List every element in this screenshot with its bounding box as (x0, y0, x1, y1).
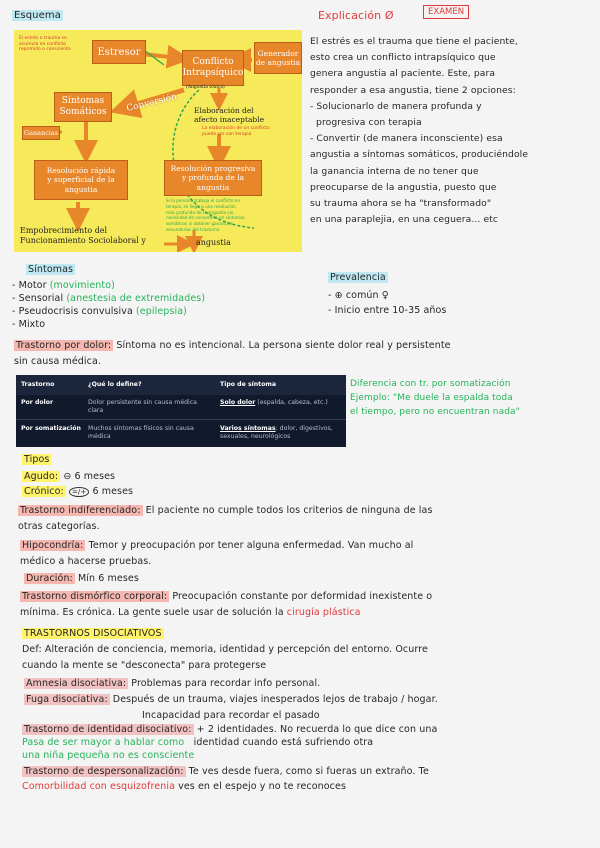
sintomas-list (12, 279, 205, 331)
resolucion-rapida-box: Resolución rápida y superficial de la angustia (34, 160, 128, 200)
resolucion-progresiva-box: Resolución progresiva y profunda de la angustia (164, 160, 262, 196)
esquema-heading (12, 8, 63, 24)
table-header: ¿Qué lo define? (88, 381, 142, 388)
comparison-table (16, 375, 346, 447)
estresor-box: Estresor (92, 40, 146, 64)
table-row-def: Muchos síntomas físicos sin causa médica (88, 425, 194, 440)
tipo-agudo: Agudo: ⊖ 6 meses (24, 471, 116, 482)
sintoma-item: - Motor (movimiento) (12, 280, 115, 291)
table-row-name: Por somatización (21, 425, 81, 432)
table-header: Tipo de síntoma (220, 381, 276, 388)
explicacion-label: Explicación (318, 9, 382, 22)
conflicto-box: Conflicto Intrapsíquico (182, 50, 244, 86)
diferencia-note: Diferencia con tr. por somatización Ejemplo: "Me duele la espalda toda el tiempo, pero no encuentran nada" (350, 379, 520, 417)
fuga-term: Fuga disociativa: (26, 694, 108, 705)
hipocondria-term: Hipocondría: (22, 540, 84, 551)
trastorno-dolor-term: Trastorno por dolor: (16, 340, 112, 351)
indiferenciado-term: Trastorno indiferenciado: (20, 505, 141, 516)
sintoma-item: - Mixto (12, 319, 46, 330)
angustia-arrow-label: angustia (196, 238, 231, 247)
esquema-label: Esquema (14, 10, 61, 21)
tipos-list (22, 469, 133, 500)
table-row-tipo: Varios síntomas: dolor, digestivos, sexuales, neurológicos (220, 425, 333, 440)
dismorfico-term: Trastorno dismórfico corporal: (22, 591, 168, 602)
sintomas-box: Síntomas Somáticos (54, 92, 112, 122)
fuga-block: Fuga disociativa: Después de un trauma, viajes inesperados lejos de trabajo / hogar. Incapacidad para recordar el pasado (26, 694, 438, 721)
amnesia-block: Amnesia disociativa: Problemas para recordar info personal. (26, 678, 321, 689)
amnesia-term: Amnesia disociativa: (26, 678, 127, 689)
explanation-text: El estrés es el trauma que tiene el paciente, esto crea un conflicto intrapsíquico que genera angustia al paciente. Este, para responder a esa angustia, tiene 2 opciones: - Solucionarlo de manera profunda y progresiva con terapia - Convertir (de manera inconsciente) esa angustia a síntomas somáticos, produciéndole la ganancia interna de no tener que preocuparse de la angustia, puesto que su trauma ahora se ha "transformado" en una paraplejia, en una ceguera... etc (310, 36, 529, 226)
identidad-block: Trastorno de identidad disociativo: + 2 identidades. No recuerda lo que dice con una Pasa de ser mayor a hablar como identidad cuando está sufriendo otra una niña pequeña no es consciente (22, 724, 438, 761)
generador-box: Generador de angustia (254, 42, 302, 74)
table-header: Trastorno (21, 381, 55, 388)
ganancias-box: Ganancias (22, 126, 60, 140)
elaboracion-note: La elaboración de un conflicto puede ser con terapia (202, 126, 270, 137)
examen-tag (423, 5, 469, 19)
duracion-block: Duración: Mín 6 meses (26, 573, 139, 584)
empobrecimiento-text: Empobrecimiento del Funcionamiento Sociolaboral y (20, 226, 146, 245)
explicacion-heading (318, 8, 394, 24)
table-header-row (16, 375, 346, 395)
despersonalizacion-block: Trastorno de despersonalización: Te ves desde fuera, como si fueras un extraño. Te Comorbilidad con esquizofrenia ves en el espejo y no te reconoces (22, 766, 429, 792)
examen-label: EXAMEN (428, 7, 465, 17)
sintoma-item: - Sensorial (anestesia de extremidades) (12, 293, 206, 304)
cronico-symbol: =/+ (69, 487, 89, 497)
table-row-name: Por dolor (21, 399, 54, 406)
prevalencia-item: - ⊕ común ♀ (328, 290, 389, 301)
conversion-label: Conversión (125, 91, 178, 115)
sintoma-item: - Pseudocrisis convulsiva (epilepsia) (12, 306, 187, 317)
identidad-term: Trastorno de identidad disociativo: (24, 724, 192, 735)
tipo-cronico: Crónico: =/+ 6 meses (24, 486, 134, 497)
elaboracion-text: Elaboración del afecto inaceptable (194, 106, 265, 124)
disociativos-def: Def: Alteración de conciencia, memoria, identidad y percepción del entorno. Ocurre cuando la mente se "desconecta" para protegerse (22, 644, 428, 671)
prevalencia-list (328, 288, 447, 318)
indiferenciado-block: Trastorno indiferenciado: El paciente no cumple todos los criterios de ninguna de las otras categorías. (18, 505, 433, 532)
schema-note-top: El estrés o trauma se acumula en conflicto reprimido o consciente (19, 36, 71, 52)
dismorfico-block: Trastorno dismórfico corporal: Preocupación constante por deformidad inexistente o mínima. Es crónica. La gente suele usar de solución la cirugía plástica (20, 591, 433, 618)
disociativos-heading: TRASTORNOS DISOCIATIVOS (24, 628, 162, 639)
explicacion-symbol: Ø (384, 9, 394, 22)
hipocondria-block: Hipocondría: Temor y preocupación por tener alguna enfermedad. Van mucho al médico a hacerse pruebas. (20, 540, 414, 567)
conflicto-sub: (Angustia tóxica) (186, 85, 225, 90)
table-row-def: Dolor persistente sin causa médica clara (88, 399, 197, 414)
sintomas-heading: Síntomas (28, 264, 74, 275)
table-row-tipo: Solo dolor (espalda, cabeza, etc.) (220, 399, 328, 406)
table-divider (16, 419, 346, 420)
schema-diagram (14, 30, 302, 252)
prevalencia-item: - Inicio entre 10-35 años (328, 305, 447, 316)
duracion-term: Duración: (26, 573, 73, 584)
prevalencia-heading: Prevalencia (330, 272, 386, 283)
green-note: Si la persona trabaja el conflicto en terapia, se llega a una resolución más profunda de la angustia sin necesidad de convertirla en síntomas somáticos ni obtener ganancias secundarias del trastorno (166, 198, 245, 232)
despersonalizacion-term: Trastorno de despersonalización: (24, 766, 184, 777)
trastorno-dolor-block: Trastorno por dolor: Síntoma no es intencional. La persona siente dolor real y persistente sin causa médica. (14, 340, 451, 367)
tipos-heading: Tipos (24, 454, 50, 465)
